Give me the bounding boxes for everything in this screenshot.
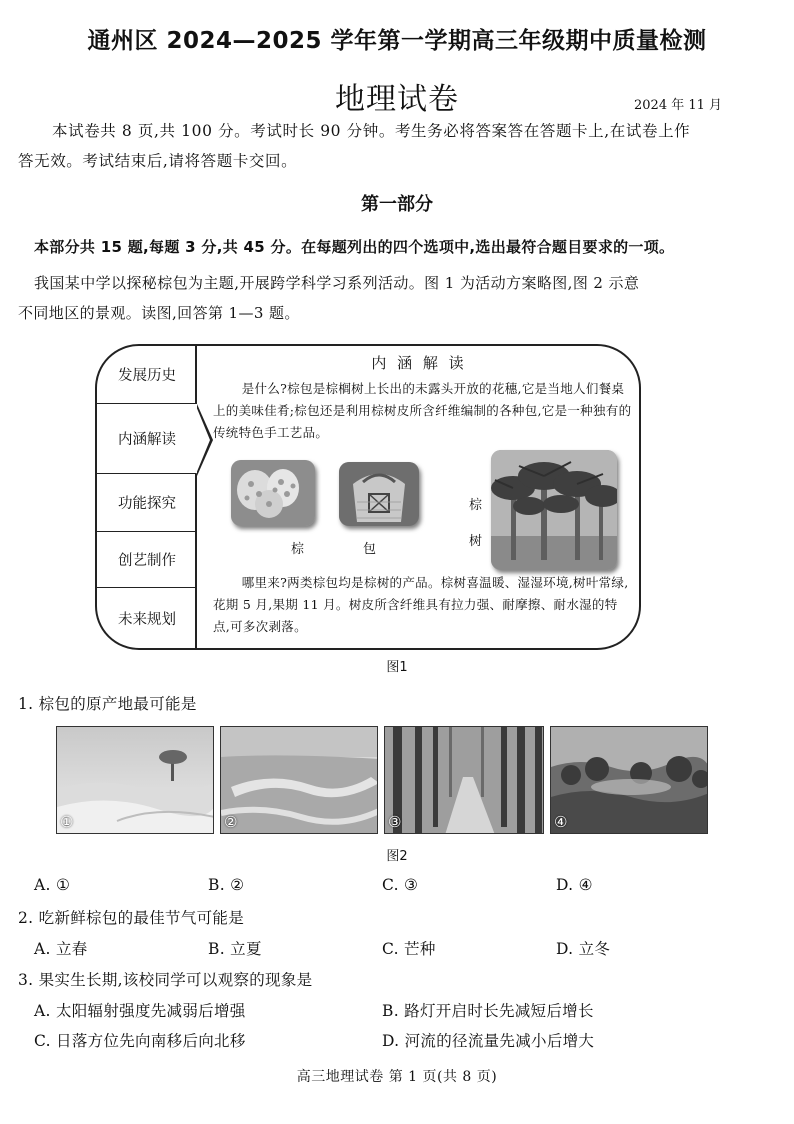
meaning-panel	[199, 346, 639, 648]
intro-line-1: 本试卷共 8 页,共 100 分。考试时长 90 分钟。考生务必将答案答在答题卡上,在试卷上作	[52, 122, 691, 140]
nav-item-function: 功能探究	[97, 474, 197, 532]
label-shu-1: 棕	[469, 498, 483, 513]
q3-option-d: D. 河流的径流量先减小后增大	[382, 1032, 595, 1050]
nav-item-craft: 创艺制作	[97, 532, 197, 588]
q2-option-b: B. 立夏	[208, 940, 262, 958]
q2-option-a: A. 立春	[34, 940, 88, 958]
flower-spike-photo	[231, 460, 315, 526]
part-instruction: 本部分共 15 题,每题 3 分,共 45 分。在每题列出的四个选项中,选出最符合题目要求的一项。	[34, 238, 675, 256]
intro-line-2: 答无效。考试结束后,请将答题卡交回。	[18, 152, 298, 170]
q1-option-d: D. ④	[556, 876, 593, 894]
photo-label-4: ④	[554, 813, 568, 831]
q1-option-c: C. ③	[382, 876, 419, 894]
question-3-stem: 3. 果实生长期,该校同学可以观察的现象是	[18, 971, 313, 989]
question-2-stem: 2. 吃新鲜棕包的最佳节气可能是	[18, 909, 245, 927]
q1-option-a: A. ①	[34, 876, 71, 894]
landscape-photo-2	[220, 726, 378, 834]
q3-option-a: A. 太阳辐射强度先减弱后增强	[34, 1002, 246, 1020]
panel-text-where: 哪里来?两类棕包均是棕树的产品。棕树喜温暖、湿湿环境,树叶常绿,花期 5 月,果期 11 月。树皮所含纤维具有拉力强、耐摩擦、耐水湿的特点,可多次剥落。	[213, 575, 629, 634]
nav-item-history: 发展历史	[97, 346, 197, 404]
exam-title: 通州区 2024—2025 学年第一学期高三年级期中质量检测	[87, 28, 707, 54]
q1-option-b: B. ②	[208, 876, 245, 894]
activity-nav	[97, 346, 197, 648]
landscape-photo-1	[56, 726, 214, 834]
panel-text-what: 是什么?棕包是棕榈树上长出的未露头开放的花穗,它是当地人们餐桌上的美味佳肴;棕包还是利用棕树皮所含纤维编制的各种包,它是一种独有的传统特色手工艺品。	[213, 381, 632, 440]
figure-1-plan	[95, 344, 641, 650]
question-1-stem: 1. 棕包的原产地最可能是	[18, 695, 197, 713]
exam-date: 2024 年 11 月	[634, 98, 723, 113]
woven-bag-photo	[339, 462, 419, 526]
q3-option-b: B. 路灯开启时长先减短后增长	[382, 1002, 594, 1020]
nav-item-meaning: 内涵解读	[97, 404, 197, 474]
context-line-1: 我国某中学以探秘棕包为主题,开展跨学科学习系列活动。图 1 为活动方案略图,图 2 示意	[34, 274, 640, 292]
subject-title: 地理试卷	[335, 82, 459, 117]
figure-2-caption: 图2	[386, 849, 408, 864]
photo-label-1: ①	[60, 813, 74, 831]
label-bao-1: 棕	[291, 542, 305, 557]
figure-1-caption: 图1	[386, 660, 408, 675]
landscape-photo-3	[384, 726, 544, 834]
q2-option-c: C. 芒种	[382, 940, 436, 958]
label-shu-2: 树	[469, 534, 483, 549]
landscape-photo-4	[550, 726, 708, 834]
nav-item-future: 未来规划	[118, 611, 176, 628]
part-title: 第一部分	[361, 194, 433, 215]
page-footer: 高三地理试卷 第 1 页(共 8 页)	[296, 1069, 498, 1085]
context-line-2: 不同地区的景观。读图,回答第 1—3 题。	[18, 304, 300, 322]
q2-option-d: D. 立冬	[556, 940, 611, 958]
photo-label-2: ②	[224, 813, 238, 831]
photo-label-3: ③	[388, 813, 402, 831]
panel-title: 内 涵 解 读	[371, 354, 467, 372]
q3-option-c: C. 日落方位先向南移后向北移	[34, 1032, 246, 1050]
palm-tree-photo	[491, 450, 617, 570]
label-bao-2: 包	[363, 542, 377, 557]
